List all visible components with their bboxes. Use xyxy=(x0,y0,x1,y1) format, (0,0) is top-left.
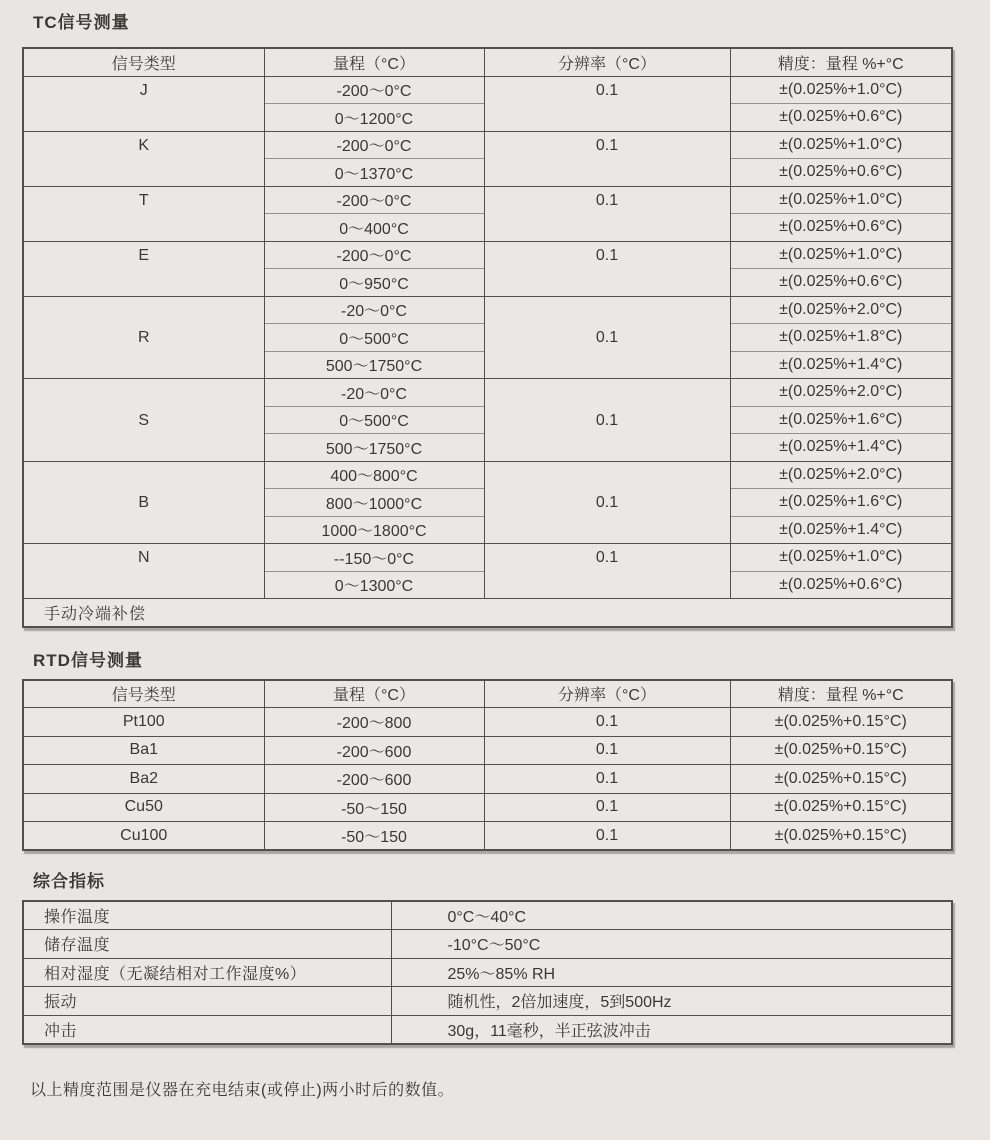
rtd-column-header: 信号类型 xyxy=(23,680,264,708)
tc-resolution-cell xyxy=(484,379,730,462)
rtd-table xyxy=(22,679,953,852)
tc-signal-type-label: T xyxy=(138,191,149,209)
spec-table-row xyxy=(23,930,952,959)
rtd-resolution-cell: 0.1 xyxy=(484,793,730,822)
tc-accuracy-cell: ±(0.025%+1.6°C) xyxy=(730,406,952,434)
tc-accuracy-cell: ±(0.025%+0.6°C) xyxy=(730,104,952,132)
rtd-column-header: 分辨率（°C） xyxy=(484,680,730,708)
tc-table-row xyxy=(23,76,952,104)
tc-column-header: 精度：量程 %+°C xyxy=(730,48,952,76)
tc-range-cell: 0～500°C xyxy=(264,324,484,352)
tc-resolution-label: 0.1 xyxy=(595,329,619,346)
tc-range-cell: -200～0°C xyxy=(264,186,484,214)
spec-value-cell: 0°C～40°C xyxy=(391,901,952,930)
rtd-table-row xyxy=(23,822,952,851)
rtd-column-header: 量程（°C） xyxy=(264,680,484,708)
tc-range-cell: -20～0°C xyxy=(264,379,484,407)
tc-range-cell: 0～950°C xyxy=(264,269,484,297)
rtd-range-cell: -200～800 xyxy=(264,708,484,737)
rtd-signal-type-cell: Ba2 xyxy=(23,765,264,794)
tc-range-cell: -200～0°C xyxy=(264,131,484,159)
tc-footer-row xyxy=(23,599,952,627)
tc-signal-type-label: R xyxy=(137,329,150,346)
tc-resolution-label: 0.1 xyxy=(595,191,619,209)
footer-note: 以上精度范围是仪器在充电结束(或停止)两小时后的数值。 xyxy=(30,1081,455,1099)
tc-range-cell: 1000～1800°C xyxy=(264,516,484,544)
tc-signal-type-cell xyxy=(23,76,264,131)
rtd-accuracy-cell: ±(0.025%+0.15°C) xyxy=(730,793,952,822)
tc-signal-type-cell xyxy=(23,296,264,379)
tc-range-cell: -200～0°C xyxy=(264,76,484,104)
rtd-signal-type-cell: Cu50 xyxy=(23,793,264,822)
tc-signal-type-label: J xyxy=(139,81,148,99)
spec-table-row xyxy=(23,987,952,1016)
tc-accuracy-cell: ±(0.025%+0.6°C) xyxy=(730,159,952,187)
rtd-resolution-cell: 0.1 xyxy=(484,736,730,765)
rtd-resolution-cell: 0.1 xyxy=(484,822,730,851)
tc-accuracy-cell: ±(0.025%+1.0°C) xyxy=(730,544,952,572)
spec-label-cell: 储存温度 xyxy=(23,930,391,959)
tc-range-cell: 400～800°C xyxy=(264,461,484,489)
spec-label-cell: 冲击 xyxy=(23,1015,391,1044)
tc-accuracy-cell: ±(0.025%+1.4°C) xyxy=(730,516,952,544)
tc-table-row xyxy=(23,296,952,324)
spec-value-cell: 30g，11毫秒，半正弦波冲击 xyxy=(391,1015,952,1044)
tc-resolution-label: 0.1 xyxy=(595,411,619,429)
spec-table-row xyxy=(23,958,952,987)
tc-signal-type-label: N xyxy=(137,549,150,566)
rtd-section-title: RTD信号测量 xyxy=(33,650,143,670)
spec-label-cell: 相对湿度（无凝结相对工作湿度%） xyxy=(23,958,391,987)
tc-resolution-label: 0.1 xyxy=(595,246,619,264)
rtd-accuracy-cell: ±(0.025%+0.15°C) xyxy=(730,765,952,794)
tc-table-row xyxy=(23,544,952,572)
spec-value-cell: 随机性，2倍加速度，5到500Hz xyxy=(391,987,952,1016)
tc-accuracy-cell: ±(0.025%+2.0°C) xyxy=(730,379,952,407)
tc-table-body xyxy=(23,76,952,627)
spec-table-body xyxy=(23,901,952,1044)
tc-range-cell: 0～1300°C xyxy=(264,571,484,599)
tc-signal-type-label: K xyxy=(138,136,150,154)
tc-resolution-label: 0.1 xyxy=(595,81,619,99)
tc-range-cell: -20～0°C xyxy=(264,296,484,324)
rtd-accuracy-cell: ±(0.025%+0.15°C) xyxy=(730,822,952,851)
tc-table-row xyxy=(23,186,952,214)
tc-resolution-label: 0.1 xyxy=(595,494,619,511)
tc-accuracy-cell: ±(0.025%+0.6°C) xyxy=(730,214,952,242)
tc-resolution-cell xyxy=(484,544,730,599)
tc-table-row xyxy=(23,241,952,269)
tc-signal-type-cell xyxy=(23,461,264,544)
tc-range-cell: 0～500°C xyxy=(264,406,484,434)
tc-range-cell: 0～1370°C xyxy=(264,159,484,187)
tc-column-header: 信号类型 xyxy=(23,48,264,76)
rtd-column-header: 精度：量程 %+°C xyxy=(730,680,952,708)
tc-range-cell: 500～1750°C xyxy=(264,434,484,462)
spec-value-cell: 25%～85% RH xyxy=(391,958,952,987)
tc-resolution-cell xyxy=(484,296,730,379)
spec-label-cell: 操作温度 xyxy=(44,909,111,926)
rtd-resolution-cell: 0.1 xyxy=(484,765,730,794)
tc-signal-type-label: E xyxy=(138,246,150,264)
spec-label-cell: 振动 xyxy=(23,987,391,1016)
tc-resolution-label: 0.1 xyxy=(595,136,619,154)
tc-accuracy-cell: ±(0.025%+1.8°C) xyxy=(730,324,952,352)
tc-footer-cell: 手动冷端补偿 xyxy=(23,599,952,627)
tc-accuracy-cell: ±(0.025%+1.4°C) xyxy=(730,351,952,379)
tc-range-cell: 0～400°C xyxy=(264,214,484,242)
tc-table-row xyxy=(23,131,952,159)
tc-accuracy-cell: ±(0.025%+1.4°C) xyxy=(730,434,952,462)
tc-table-row xyxy=(23,461,952,489)
tc-range-cell: --150～0°C xyxy=(264,544,484,572)
tc-range-cell: 800～1000°C xyxy=(264,489,484,517)
tc-resolution-cell xyxy=(484,241,730,296)
tc-resolution-label: 0.1 xyxy=(595,549,619,566)
tc-accuracy-cell: ±(0.025%+2.0°C) xyxy=(730,461,952,489)
tc-accuracy-cell: ±(0.025%+2.0°C) xyxy=(730,296,952,324)
tc-accuracy-cell: ±(0.025%+1.0°C) xyxy=(730,76,952,104)
rtd-range-cell: -200～600 xyxy=(264,765,484,794)
rtd-range-cell: -50～150 xyxy=(264,793,484,822)
rtd-table-body xyxy=(23,708,952,851)
spec-table-row xyxy=(23,901,952,930)
rtd-range-cell: -50～150 xyxy=(264,822,484,851)
tc-signal-type-cell xyxy=(23,131,264,186)
tc-signal-type-label: B xyxy=(138,494,150,511)
rtd-table-row xyxy=(23,765,952,794)
rtd-table-row xyxy=(23,736,952,765)
rtd-table-row xyxy=(23,708,952,737)
tc-range-cell: 0～1200°C xyxy=(264,104,484,132)
rtd-resolution-cell: 0.1 xyxy=(484,708,730,737)
spec-section-title: 综合指标 xyxy=(33,872,105,891)
tc-signal-type-cell xyxy=(23,379,264,462)
tc-resolution-cell xyxy=(484,186,730,241)
tc-accuracy-cell: ±(0.025%+1.6°C) xyxy=(730,489,952,517)
rtd-accuracy-cell: ±(0.025%+0.15°C) xyxy=(730,736,952,765)
tc-resolution-cell xyxy=(484,131,730,186)
tc-accuracy-cell: ±(0.025%+1.0°C) xyxy=(730,186,952,214)
spec-table xyxy=(22,900,953,1045)
tc-resolution-cell xyxy=(484,461,730,544)
tc-signal-type-cell xyxy=(23,186,264,241)
rtd-signal-type-cell: Cu100 xyxy=(23,822,264,851)
tc-signal-type-label: S xyxy=(138,411,150,429)
tc-accuracy-cell: ±(0.025%+0.6°C) xyxy=(730,269,952,297)
spec-table-row xyxy=(23,1015,952,1044)
rtd-header-row xyxy=(23,680,952,708)
tc-accuracy-cell: ±(0.025%+0.6°C) xyxy=(730,571,952,599)
rtd-signal-type-cell: Pt100 xyxy=(23,708,264,737)
tc-table-row xyxy=(23,379,952,407)
rtd-signal-type-cell: Ba1 xyxy=(23,736,264,765)
tc-range-cell: 500～1750°C xyxy=(264,351,484,379)
tc-column-header: 分辨率（°C） xyxy=(484,48,730,76)
tc-column-header: 量程（°C） xyxy=(264,48,484,76)
tc-table xyxy=(22,47,953,628)
rtd-range-cell: -200～600 xyxy=(264,736,484,765)
rtd-table-row xyxy=(23,793,952,822)
tc-signal-type-cell xyxy=(23,544,264,599)
rtd-accuracy-cell: ±(0.025%+0.15°C) xyxy=(730,708,952,737)
tc-header-row xyxy=(23,48,952,76)
tc-range-cell: -200～0°C xyxy=(264,241,484,269)
tc-resolution-cell xyxy=(484,76,730,131)
tc-signal-type-cell xyxy=(23,241,264,296)
tc-section-title: TC信号测量 xyxy=(33,13,130,32)
tc-accuracy-cell: ±(0.025%+1.0°C) xyxy=(730,241,952,269)
tc-accuracy-cell: ±(0.025%+1.0°C) xyxy=(730,131,952,159)
spec-value-cell: -10°C～50°C xyxy=(391,930,952,959)
